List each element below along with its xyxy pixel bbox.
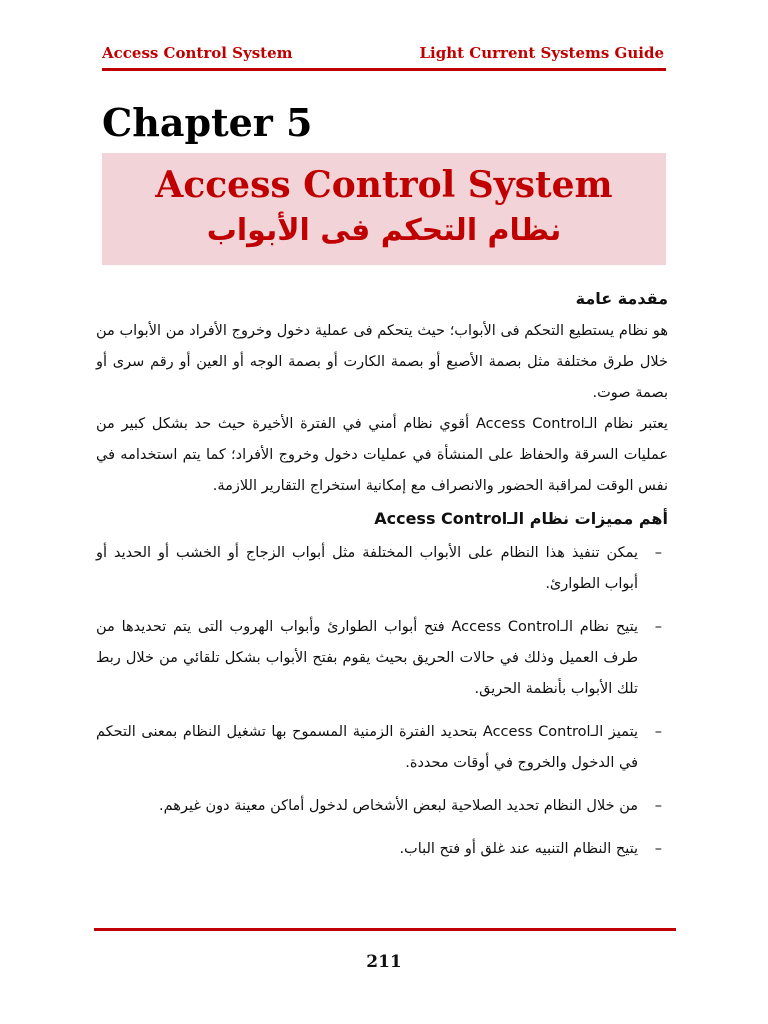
list-item	[96, 717, 668, 779]
features-list	[96, 538, 668, 865]
intro-heading: مقدمة عامة	[575, 289, 668, 308]
list-item	[96, 538, 668, 600]
page-number: 211	[366, 952, 402, 972]
list-item	[96, 791, 668, 822]
header-right-title: Light Current Systems Guide	[419, 44, 664, 62]
bullet-dash: –	[654, 724, 662, 740]
chapter-title-english: Access Control System	[155, 164, 613, 206]
footer-rule	[94, 928, 676, 931]
feature-text: يتيح النظام التنبيه عند غلق أو فتح الباب.	[399, 841, 638, 857]
page-header	[102, 38, 666, 71]
feature-text: يمكن تنفيذ هذا النظام على الأبواب المختلفة مثل أبواب الزجاج أو الخشب أو الحديد أو أبواب الطوارئ.	[96, 545, 638, 592]
features-heading: أهم مميزات نظام الـAccess Control	[374, 509, 668, 528]
feature-text: من خلال النظام تحديد الصلاحية لبعض الأشخاص لدخول أماكن معينة دون غيرهم.	[159, 798, 638, 814]
list-item	[96, 834, 668, 865]
intro-paragraph: هو نظام يستطيع التحكم فى الأبواب؛ حيث يتحكم فى عملية دخول وخروج الأفراد من الأبواب من خلال طرق مختلفة مثل بصمة الأصبع أو بصمة الكارت أو بصمة الوجه أو العين أو رقم سرى أو بصمة صوت.	[96, 323, 668, 401]
header-left-title: Access Control System	[102, 44, 293, 62]
chapter-title-arabic: نظام التحكم فى الأبواب	[206, 213, 562, 248]
bullet-dash: –	[654, 841, 662, 857]
feature-text: يتميز الـAccess Control بتحديد الفترة الزمنية المسموح بها تشغيل النظام بمعنى التحكم في الدخول والخروج في أوقات محددة.	[96, 724, 638, 771]
bullet-dash: –	[654, 798, 662, 814]
chapter-heading: Chapter 5	[102, 100, 313, 145]
bullet-dash: –	[654, 545, 662, 561]
intro-paragraph: يعتبر نظام الـAccess Control أقوي نظام أمني في الفترة الأخيرة حيث حد بشكل كبير من عمليات السرقة والحفاظ على المنشأة في عمليات دخول وخروج الأفراد؛ كما يتم استخدامه في نفس الوقت لمراقبة الحضور والانصراف مع إمكانية استخراج التقارير اللازمة.	[96, 416, 668, 494]
feature-text: يتيح نظام الـAccess Control فتح أبواب الطوارئ وأبواب الهروب التى يتم تحديدها من طرف العميل وذلك في حالات الحريق بحيث يقوم بفتح الأبواب بشكل تلقائي من خلال ربط تلك الأبواب بأنظمة الحريق.	[96, 619, 639, 697]
page-body	[96, 282, 668, 877]
bullet-dash: –	[654, 619, 662, 635]
list-item	[96, 612, 668, 705]
chapter-title-box	[102, 153, 666, 265]
